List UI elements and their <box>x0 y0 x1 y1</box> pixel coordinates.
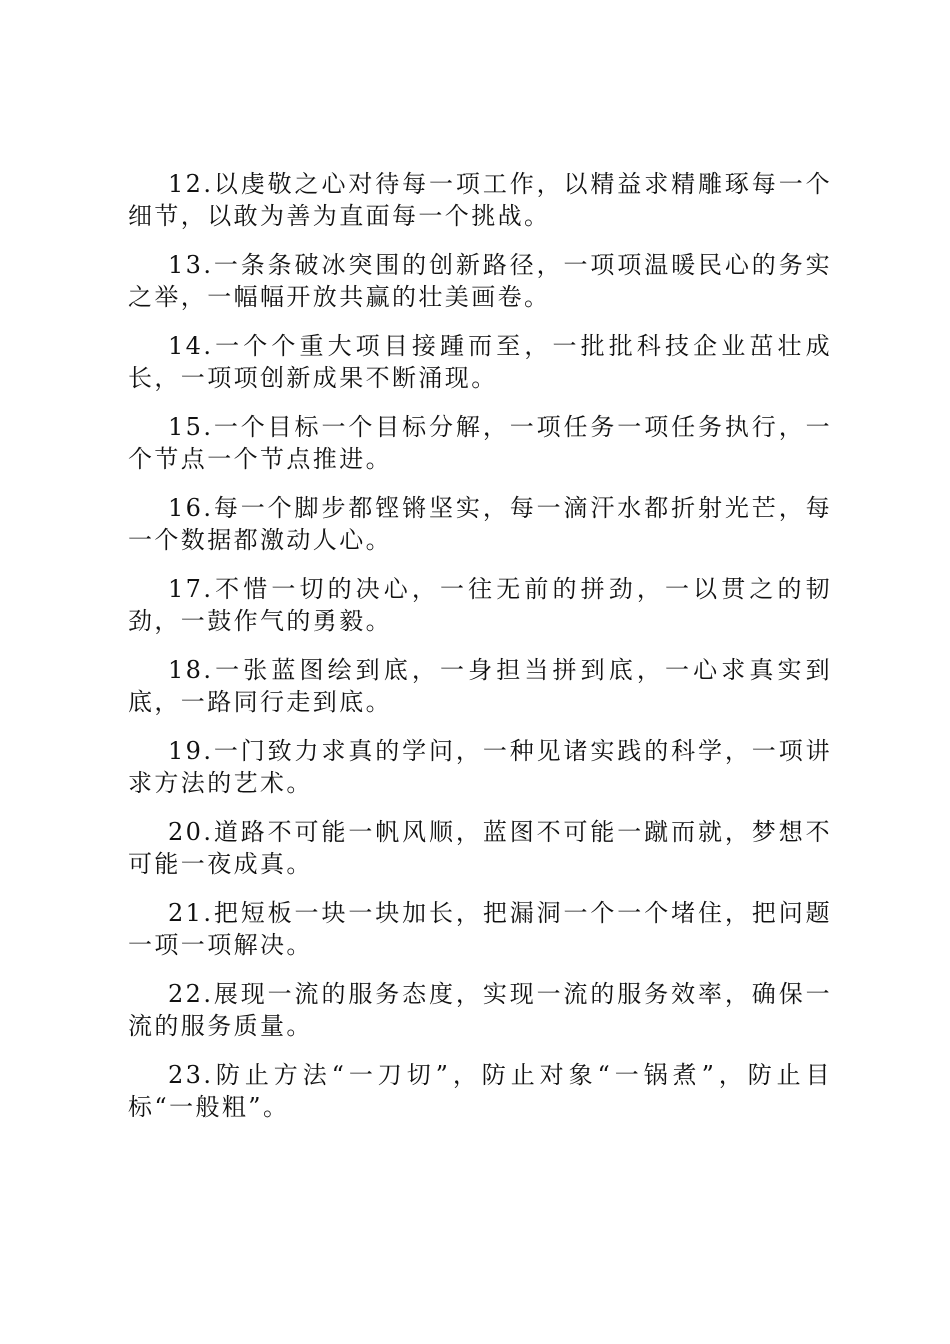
list-item: 16.每一个脚步都铿锵坚实，每一滴汗水都折射光芒，每一个数据都激动人心。 <box>128 494 832 554</box>
list-item: 13.一条条破冰突围的创新路径，一项项温暖民心的务实之举，一幅幅开放共赢的壮美画卷。 <box>128 251 832 311</box>
list-item: 12.以虔敬之心对待每一项工作，以精益求精雕琢每一个细节，以敢为善为直面每一个挑战。 <box>128 170 832 230</box>
list-item: 23.防止方法“一刀切”，防止对象“一锅煮”，防止目标“一般粗”。 <box>128 1061 832 1121</box>
list-item: 20.道路不可能一帆风顺，蓝图不可能一蹴而就，梦想不可能一夜成真。 <box>128 818 832 878</box>
list-item: 15.一个目标一个目标分解，一项任务一项任务执行，一个节点一个节点推进。 <box>128 413 832 473</box>
list-item: 17.不惜一切的决心，一往无前的拼劲，一以贯之的韧劲，一鼓作气的勇毅。 <box>128 575 832 635</box>
list-item: 18.一张蓝图绘到底，一身担当拼到底，一心求真实到底，一路同行走到底。 <box>128 656 832 716</box>
list-item: 21.把短板一块一块加长，把漏洞一个一个堵住，把问题一项一项解决。 <box>128 899 832 959</box>
document-body <box>128 168 832 1140</box>
list-item: 19.一门致力求真的学问，一种见诸实践的科学，一项讲求方法的艺术。 <box>128 737 832 797</box>
list-item: 22.展现一流的服务态度，实现一流的服务效率，确保一流的服务质量。 <box>128 980 832 1040</box>
list-item: 14.一个个重大项目接踵而至，一批批科技企业茁壮成长，一项项创新成果不断涌现。 <box>128 332 832 392</box>
